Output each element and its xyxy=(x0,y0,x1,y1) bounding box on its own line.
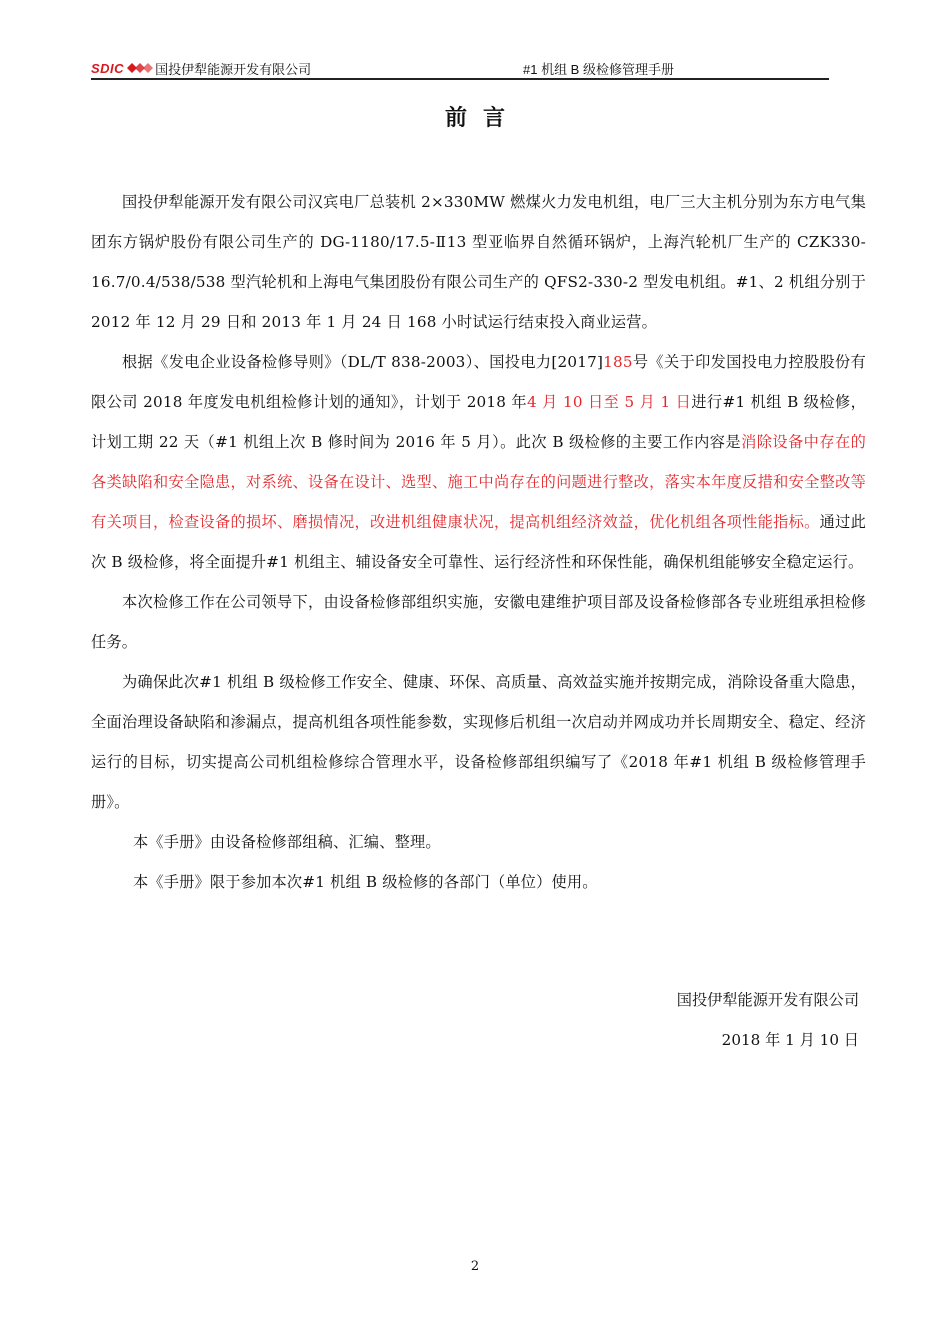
paragraph-2-highlight-2: 4 月 10 日至 5 月 1 日 xyxy=(527,393,692,411)
paragraph-6: 本《手册》限于参加本次#1 机组 B 级检修的各部门（单位）使用。 xyxy=(133,873,598,891)
logo-text: SDIC xyxy=(91,60,125,76)
paragraph-4: 为确保此次#1 机组 B 级检修工作安全、健康、环保、高质量、高效益实施并按期完成，消除设备重大隐患，全面治理设备缺陷和渗漏点，提高机组各项性能参数，实现修后机组一次启动并网成功并长周期安全、稳定、经济运行的目标，切实提高公司机组检修综合管理水平，设备检修部组织编写了《2018 年#1 机组 B 级检修管理手册》。 xyxy=(91,673,866,811)
logo-diamond-icon xyxy=(127,62,153,74)
header-manual-title: #1 机组 B 级检修管理手册 xyxy=(523,62,674,77)
header-company-name: 国投伊犁能源开发有限公司 xyxy=(155,61,312,77)
page-header xyxy=(91,58,829,80)
signature-block xyxy=(677,980,859,1060)
paragraph-2-text-1: 根据《发电企业设备检修导则》（DL/T 838-2003）、国投电力[2017] xyxy=(122,353,604,371)
paragraph-2 xyxy=(91,342,866,582)
sdic-logo xyxy=(91,59,311,77)
paragraph-2-text-2: 号《关于印发国投电力控股股份有限公司 2018 年度发电机组检修计划的通知》，计划于 2018 年 xyxy=(91,353,866,411)
paragraph-2-text-4: 通过此次 B 级检修，将全面提升#1 机组主、辅设备安全可靠性、运行经济性和环保性能，确保机组能够安全稳定运行。 xyxy=(91,513,866,571)
paragraph-1: 国投伊犁能源开发有限公司汉宾电厂总装机 2×330MW 燃煤火力发电机组，电厂三大主机分别为东方电气集团东方锅炉股份有限公司生产的 DG-1180/17.5-Ⅱ13 型亚临界自然循环锅炉，上海汽轮机厂生产的 CZK330-16.7/0.4/538/538 型汽轮机和上海电气集团股份有限公司生产的 QFS2-330-2 型发电机组。#1、2 机组分别于 2012 年 12 月 29 日和 2013 年 1 月 24 日 168 小时试运行结束投入商业运营。 xyxy=(91,193,866,331)
paragraph-2-highlight-3: 消除设备中存在的各类缺陷和安全隐患，对系统、设备在设计、选型、施工中尚存在的问题进行整改，落实本年度反措和安全整改等有关项目，检查设备的损坏、磨损情况，改进机组健康状况，提高机组经济效益，优化机组各项性能指标。 xyxy=(91,433,866,531)
page-title: 前言 xyxy=(444,106,521,131)
signature-company: 国投伊犁能源开发有限公司 xyxy=(676,991,859,1009)
paragraph-3: 本次检修工作在公司领导下，由设备检修部组织实施，安徽电建维护项目部及设备检修部各专业班组承担检修任务。 xyxy=(91,593,866,651)
preface-body xyxy=(91,182,866,902)
paragraph-5: 本《手册》由设备检修部组稿、汇编、整理。 xyxy=(133,833,441,851)
paragraph-2-highlight-1: 185 xyxy=(603,353,633,371)
signature-date: 2018 年 1 月 10 日 xyxy=(721,1031,859,1049)
page-number: 2 xyxy=(470,1259,480,1274)
paragraph-2-text-3: 进行#1 机组 B 级检修，计划工期 22 天（#1 机组上次 B 修时间为 2016 年 5 月）。此次 B 级检修的主要工作内容是 xyxy=(91,393,866,451)
